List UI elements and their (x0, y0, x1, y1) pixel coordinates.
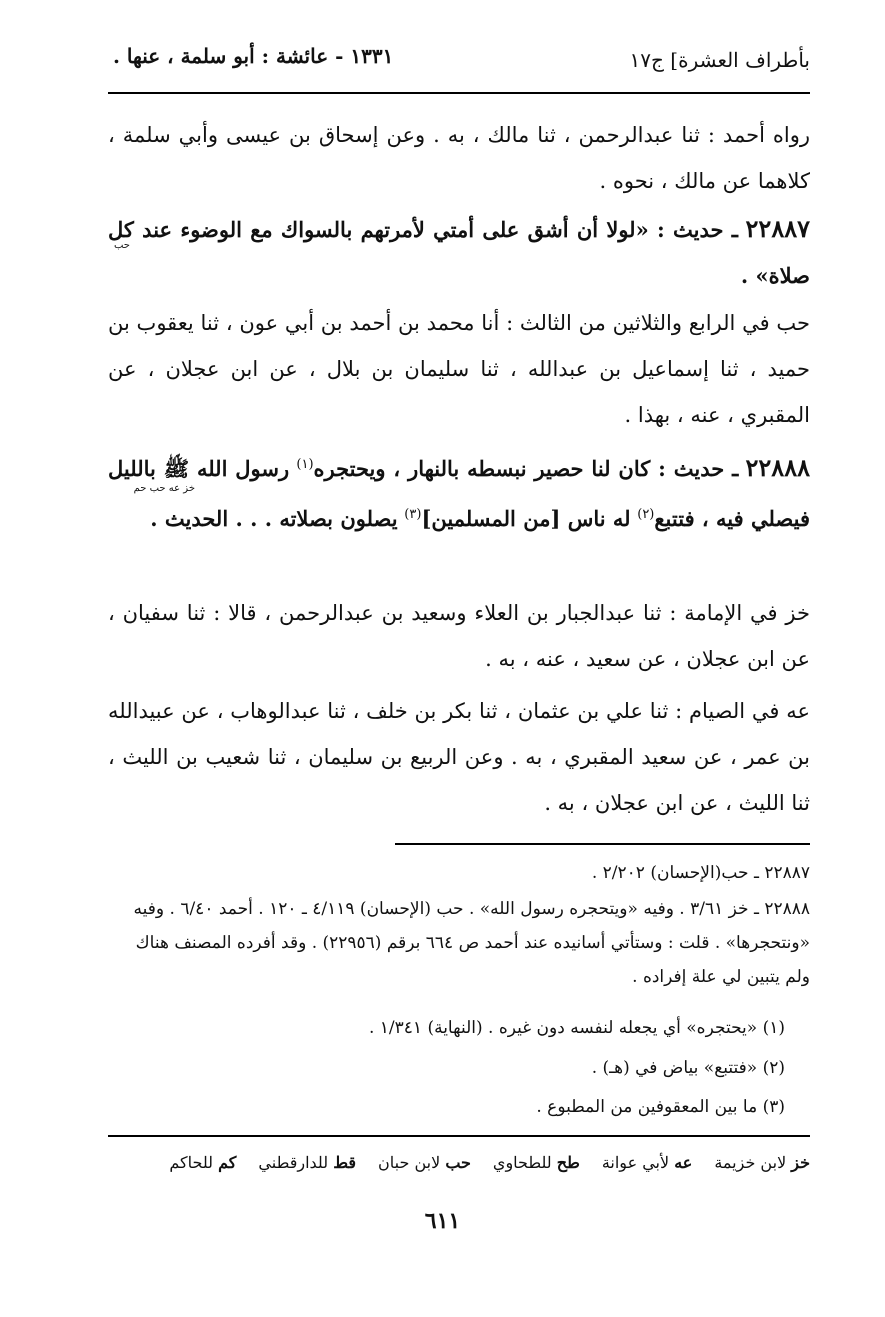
legend-item (714, 1153, 810, 1172)
legend-item (378, 1153, 471, 1172)
legend-code: عه (674, 1153, 693, 1172)
hadith-codes: حب (113, 240, 130, 251)
paragraph: رواه أحمد : ثنا عبدالرحمن ، ثنا مالك ، به . وعن إسحاق بن عيسى وأبي سلمة ، كلاهما عن مالك ، نحوه . (108, 123, 810, 193)
footnote: (٣) ما بين المعقوفين من المطبوع . (536, 1097, 785, 1117)
legend-rule (108, 1135, 810, 1137)
footnote-ref: (٢) (637, 507, 655, 522)
hadith-text: له ناس [من المسلمين] (421, 506, 631, 531)
legend-item (493, 1153, 580, 1172)
hadith-codes: خز عه حب حم (133, 483, 195, 494)
hadith-text: رسول الله ﷺ بالليل فيصلي فيه ، فتتبع (108, 456, 810, 531)
hadith-text: ـ حديث : «لولا أن أشق على أمتي لأمرتهم بالسواك مع الوضوء عند كل صلاة» . (108, 217, 810, 288)
paragraph: خز في الإمامة : ثنا عبدالجبار بن العلاء وسعيد بن عبدالرحمن ، قالا : ثنا سفيان ، عن ابن عجلان ، عن سعيد ، عنه ، به . (108, 601, 810, 671)
notes-rule (395, 843, 810, 845)
footnote: (٢) «فتتبع» بياض في (هـ) . (591, 1058, 785, 1078)
footnote-ref: (١) (296, 457, 314, 472)
legend-name: للحاكم (169, 1153, 214, 1172)
abbreviation-legend (108, 1153, 810, 1172)
legend-name: للطحاوي (492, 1153, 552, 1172)
legend-code: قط (333, 1153, 357, 1172)
note: ٢٢٨٨٨ ـ خز ٣/٦١ . وفيه «ويتحجره رسول الله» . حب (الإحسان) ٤/١١٩ ـ ١٢٠ . أحمد ٦/٤٠ . وفيه «ونتحجرها» . قلت : وستأتي أسانيده عند أحمد ص ٦٦٤ برقم (٢٢٩٥٦) . وقد أفرده المصنف هناك ولم يتبين لي علة إفراده . (133, 899, 810, 987)
hadith-number: ٢٢٨٨٧ (745, 214, 810, 243)
section-heading: ١٣٣١ - عائشة : أبو سلمة ، عنها . (113, 44, 394, 68)
legend-item (602, 1153, 693, 1172)
legend-code: حب (445, 1153, 471, 1172)
hadith-text: يصلون بصلاته . . . الحديث . (150, 506, 398, 531)
hadith-22887 (108, 206, 810, 299)
legend-name: لابن خزيمة (714, 1153, 787, 1172)
footnote-ref: (٣) (404, 507, 422, 522)
page-number: ٦١١ (424, 1208, 461, 1234)
note: ٢٢٨٨٧ ـ حب(الإحسان) ٢/٢٠٢ . (591, 863, 810, 883)
legend-name: لابن حبان (378, 1153, 441, 1172)
footnote: (١) «يحتجره» أي يجعله لنفسه دون غيره . (النهاية) ١/٣٤١ . (368, 1018, 785, 1038)
legend-code: كم (218, 1153, 237, 1172)
legend-name: لأبي عوانة (601, 1153, 670, 1172)
legend-item (258, 1153, 356, 1172)
hadith-text: ـ حديث : كان لنا حصير نبسطه بالنهار ، ويحتجره (313, 456, 739, 481)
book-title: بأطراف العشرة] ج١٧ (629, 48, 810, 72)
legend-name: للدارقطني (258, 1153, 329, 1172)
legend-code: خز (791, 1153, 810, 1172)
hadith-22888 (108, 442, 810, 542)
legend-code: طح (556, 1153, 580, 1172)
legend-item (169, 1153, 236, 1172)
hadith-number: ٢٢٨٨٨ (745, 453, 810, 482)
paragraph: عه في الصيام : ثنا علي بن عثمان ، ثنا بكر بن خلف ، ثنا عبدالوهاب ، عن عبيدالله بن عمر ، عن سعيد المقبري ، به . وعن الربيع بن سليمان ، ثنا شعيب بن الليث ، ثنا الليث ، عن ابن عجلان ، به . (108, 699, 810, 815)
header-rule (108, 92, 810, 94)
paragraph: حب في الرابع والثلاثين من الثالث : أنا محمد بن أحمد بن أبي عون ، ثنا يعقوب بن حميد ، ثنا إسماعيل بن عبدالله ، ثنا سليمان بن بلال ، عن ابن عجلان ، عن المقبري ، عنه ، بهذا . (108, 311, 810, 427)
